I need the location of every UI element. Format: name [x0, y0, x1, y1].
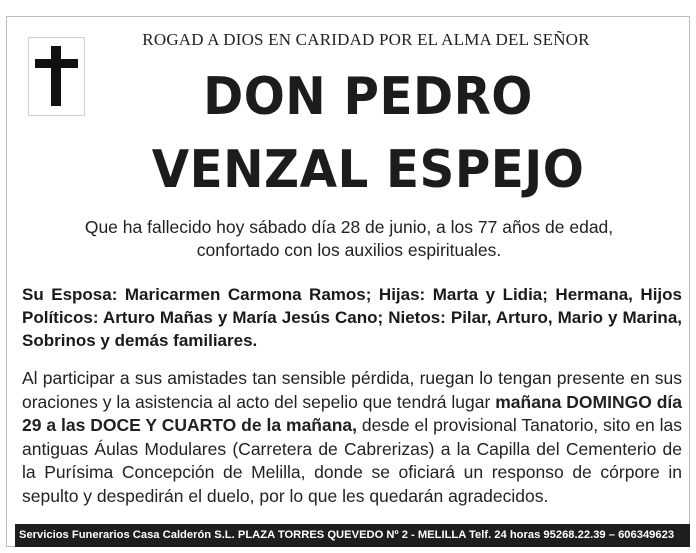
notice-text-1: Al participar a sus amistades tan sensible pérdida, ruegan lo tengan presente en sus oraciones y la asistencia al acto del sepelio que tendrá lugar [22, 368, 682, 412]
death-announcement [30, 216, 668, 262]
funeral-home-footer: Servicios Funerarios Casa Calderón S.L. PLAZA TORRES QUEVEDO Nº 2 - MELILLA Telf. 24 horas 95268.22.39 – 606349623 [15, 524, 690, 547]
family-list: Su Esposa: Maricarmen Carmona Ramos; Hijas: Marta y Lidia; Hermana, Hijos Políticos: Arturo Mañas y María Jesús Cano; Nietos: Pilar, Arturo, Mario y Marina, Sobrinos y demás familiares. [22, 285, 682, 350]
cross-vertical-bar [51, 46, 61, 106]
latin-cross-icon [28, 37, 85, 116]
cross-horizontal-bar [35, 59, 78, 68]
funeral-notice [22, 367, 682, 508]
notice-time-bold: mañana DOMINGO día 29 a las DOCE Y CUARTO de la mañana, [22, 391, 682, 435]
notice-text-2: desde el provisional Tanatorio, sito en las antiguas Áulas Modulares (Carretera de Cabrerizas) a la Capilla del Cementerio de la Purísima Concepción de Melilla, donde se oficiará un responso de córpore in sepulto y despedirán el duelo, por lo que les quedarán agradecidos. [22, 415, 682, 506]
announcement-line2: confortado con los auxilios espirituales. [196, 240, 502, 260]
deceased-name-line1: DON PEDRO [203, 67, 533, 127]
deceased-name-line2: VENZAL ESPEJO [151, 140, 585, 200]
announcement-line1: Que ha fallecido hoy sábado día 28 de junio, a los 77 años de edad, [84, 217, 614, 237]
header-prayer: ROGAD A DIOS EN CARIDAD POR EL ALMA DEL SEÑOR [142, 30, 590, 49]
